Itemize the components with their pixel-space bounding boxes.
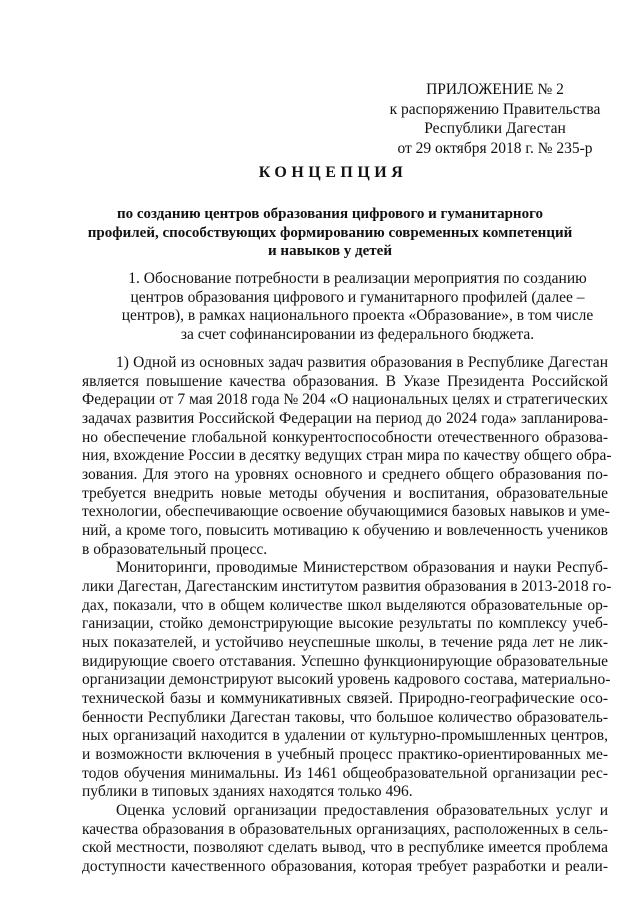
body-line: лики Дагестан, Дагестанским институтом развития образования в 2013-2018 го-: [82, 578, 612, 596]
body-line: бенности Республики Дагестан таковы, что большое количество образователь-: [82, 708, 608, 726]
body-line: ний, а кроме того, повысить мотивацию к обучению и вовлеченность учеников: [82, 522, 608, 540]
section-heading-line: центров), в рамках национального проекта «Образование», в том числе: [121, 307, 594, 324]
annex-number: ПРИЛОЖЕНИЕ № 2: [426, 81, 564, 98]
body-line: задачах развития Российской Федерации на период до 2024 года» запланирова-: [82, 410, 608, 428]
body-line: является повышение качества образования. В Указе Президента Российской: [82, 372, 608, 390]
body-line: технологии, обеспечивающие освоение обучающимися базовых навыков и уме-: [82, 503, 610, 521]
annex-reference: к распоряжению Правительства: [389, 100, 601, 118]
body-line: Мониторинги, проводимые Министерством образования и науки Респуб-: [116, 559, 608, 577]
body-line: зования. Для этого на уровнях основного и среднего общего образования по-: [82, 466, 608, 484]
annex-date: от 29 октября 2018 г. № 235-р: [397, 139, 593, 157]
document-title: КОНЦЕПЦИЯ: [258, 164, 408, 181]
annex-authority: Республики Дагестан: [424, 120, 566, 138]
body-line: ганизации, стойко демонстрирующие высокие результаты по комплексу учеб-: [82, 615, 608, 633]
body-line: ных организаций находится в удалении от культурно-промышленных центров,: [82, 727, 608, 745]
body-line: технической базы и коммуникативных связей. Природно-географические осо-: [82, 690, 608, 708]
subtitle-line: профилей, способствующих формированию современных компетенций: [87, 224, 573, 241]
document-subtitle: [80, 205, 580, 261]
section-heading-line: за счет софинансировании из федерального бюджета.: [180, 325, 535, 343]
body-line: тодов обучения минимальны. Из 1461 общеобразовательной организации рес-: [82, 764, 608, 782]
body-line: Оценка условий организации предоставления образовательных услуг и: [116, 802, 608, 820]
section-heading-line: центров образования цифрового и гуманитарного профилей (далее –: [130, 288, 585, 306]
body-line: ской местности, позволяют сделать вывод, что в республике имеется проблема: [82, 839, 608, 857]
body-line: и возможности включения в учебный процесс практико-ориентированных ме-: [82, 746, 608, 764]
subtitle-line: и навыков у детей: [268, 243, 392, 259]
section-heading: [110, 270, 605, 344]
body-line: Федерации от 7 мая 2018 года № 204 «О национальных целях и стратегических: [82, 391, 608, 409]
body-line: ния, вхождение России в десятку ведущих стран мира по качеству общего обра-: [82, 447, 612, 465]
subtitle-line: по созданию центров образования цифрового и гуманитарного: [116, 206, 544, 222]
section-heading-line: 1. Обоснование потребности в реализации мероприятия по созданию: [128, 270, 587, 287]
body-line: видирующие своего отставания. Успешно функционирующие образовательные: [82, 652, 608, 670]
annex-header: [360, 80, 630, 158]
body-line: качества образования в образовательных организациях, расположенных в сель-: [82, 820, 608, 838]
body-line: ных показателей, и устойчиво неуспешные школы, в течение ряда лет не лик-: [82, 634, 608, 652]
body-line: публики в типовых зданиях находятся только 496.: [82, 783, 413, 801]
body-line: дах, показали, что в общем количестве школ выделяются образовательные ор-: [82, 596, 608, 614]
body-line: в образовательный процесс.: [82, 540, 268, 558]
body-line: требуется внедрить новые методы обучения и воспитания, образовательные: [82, 484, 608, 502]
body-line: доступности качественного образования, которая требует разработки и реали-: [82, 858, 608, 876]
body-line: организации демонстрируют высокий уровень кадрового состава, материально-: [82, 671, 611, 689]
body-text: [82, 354, 612, 877]
body-line: 1) Одной из основных задач развития образования в Республике Дагестан: [116, 354, 608, 371]
body-line: но обеспечение глобальной конкурентоспособности отечественного образова-: [82, 428, 608, 446]
